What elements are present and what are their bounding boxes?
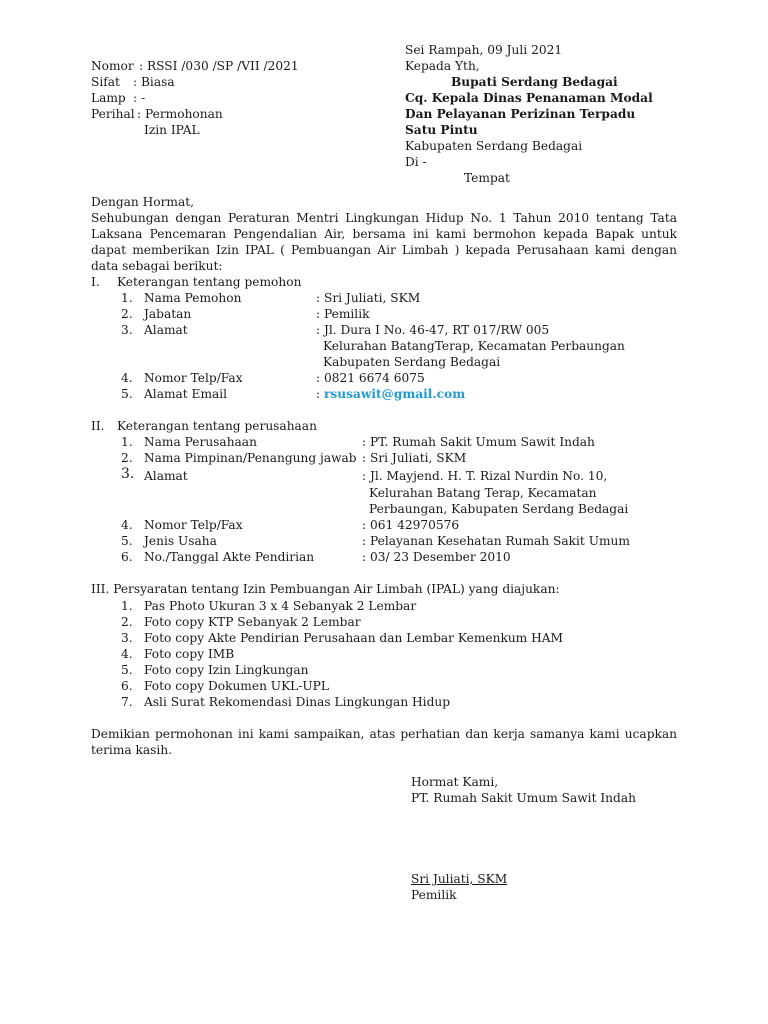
recipient-dinas-line3: Satu Pintu: [405, 123, 478, 137]
section3-title: III. Persyaratan tentang Izin Pembuangan Air Limbah (IPAL) yang diajukan:: [91, 582, 560, 596]
s2-alamat-line3: Perbaungan, Kabupaten Serdang Bedagai: [369, 502, 629, 516]
s3-item-text: Foto copy IMB: [144, 647, 235, 661]
s1-item-value: : Sri Juliati, SKM: [316, 291, 421, 305]
s2-item-value: : PT. Rumah Sakit Umum Sawit Indah: [362, 435, 595, 449]
s1-item-label: Jabatan: [144, 307, 192, 321]
s2-item-num: 3.: [121, 466, 135, 482]
s2-item-num: 4.: [121, 518, 133, 532]
s3-item-text: Asli Surat Rekomendasi Dinas Lingkungan Hidup: [144, 695, 451, 709]
s2-item-label: Nomor Telp/Fax: [144, 518, 243, 532]
s2-item-label: No./Tanggal Akte Pendirian: [144, 550, 315, 564]
s2-item-value: : Jl. Mayjend. H. T. Rizal Nurdin No. 10,: [362, 469, 608, 483]
s2-item-value: : 03/ 23 Desember 2010: [362, 550, 511, 564]
s1-item-label: Alamat Email: [144, 387, 228, 401]
s3-item-text: Pas Photo Ukuran 3 x 4 Sebanyak 2 Lembar: [144, 599, 417, 613]
email-link[interactable]: rsusawit@gmail.com: [324, 387, 466, 401]
lamp-label: Lamp: [91, 91, 126, 105]
s1-item-num: 4.: [121, 371, 133, 385]
signatory-title: Pemilik: [411, 888, 457, 902]
recipient-bupati: Bupati Serdang Bedagai: [451, 75, 618, 89]
perihal-value: : Permohonan: [137, 107, 223, 121]
lamp-value: : -: [133, 91, 146, 105]
section2-number: II.: [91, 419, 105, 433]
s3-item-num: 2.: [121, 615, 133, 629]
salutation: Dengan Hormat,: [91, 195, 195, 209]
s1-alamat-line3: Kabupaten Serdang Bedagai: [323, 355, 501, 369]
s2-item-value: : Sri Juliati, SKM: [362, 451, 467, 465]
s1-alamat-line2: Kelurahan BatangTerap, Kecamatan Perbaungan: [323, 339, 625, 353]
s1-item-value: : Pemilik: [316, 307, 370, 321]
s2-item-num: 1.: [121, 435, 133, 449]
s3-item-num: 6.: [121, 679, 133, 693]
s2-item-label: Nama Perusahaan: [144, 435, 257, 449]
recipient-greeting: Kepada Yth,: [405, 59, 480, 73]
signatory-name: Sri Juliati, SKM: [411, 872, 508, 886]
s2-item-label: Nama Pimpinan/Penangung jawab: [144, 451, 357, 465]
recipient-kabupaten: Kabupaten Serdang Bedagai: [405, 139, 583, 153]
perihal-value-line2: Izin IPAL: [144, 123, 200, 137]
s2-item-label: Alamat: [144, 469, 188, 483]
s2-item-num: 2.: [121, 451, 133, 465]
recipient-dinas-line1: Cq. Kepala Dinas Penanaman Modal: [405, 91, 653, 105]
s3-item-num: 3.: [121, 631, 133, 645]
recipient-tempat: Tempat: [464, 171, 510, 185]
s1-item-value: : 0821 6674 6075: [316, 371, 425, 385]
s1-item-label: Alamat: [144, 323, 188, 337]
s3-item-text: Foto copy KTP Sebanyak 2 Lembar: [144, 615, 361, 629]
s1-item-num: 2.: [121, 307, 133, 321]
s2-item-label: Jenis Usaha: [144, 534, 217, 548]
s1-item-label: Nomor Telp/Fax: [144, 371, 243, 385]
s1-item-num: 3.: [121, 323, 133, 337]
intro-paragraph: Sehubungan dengan Peraturan Mentri Lingkungan Hidup No. 1 Tahun 2010 tentang Tata Laksana Pencemaran Pengendalian Air, bersama ini kami bermohon kepada Bapak untuk dapat memberikan Izin IPAL ( Pembuangan Air Limbah ) kepada Perusahaan kami dengan data sebagai berikut:: [91, 211, 677, 273]
letter-date: Sei Rampah, 09 Juli 2021: [405, 43, 563, 57]
s1-item-num: 1.: [121, 291, 133, 305]
s2-item-value: : Pelayanan Kesehatan Rumah Sakit Umum: [362, 534, 630, 548]
section1-title: Keterangan tentang pemohon: [117, 275, 302, 289]
nomor-value: : RSSI /030 /SP /VII /2021: [139, 59, 299, 73]
sifat-label: Sifat: [91, 75, 120, 89]
s3-item-num: 4.: [121, 647, 133, 661]
s3-item-text: Foto copy Akte Pendirian Perusahaan dan Lembar Kemenkum HAM: [144, 631, 564, 645]
s2-item-num: 5.: [121, 534, 133, 548]
s3-item-text: Foto copy Dokumen UKL-UPL: [144, 679, 329, 693]
s1-item-value: :: [316, 387, 321, 401]
section1-number: I.: [91, 275, 100, 289]
recipient-di: Di -: [405, 155, 427, 169]
signature-hormat: Hormat Kami,: [411, 775, 499, 789]
s2-item-value: : 061 42970576: [362, 518, 460, 532]
recipient-dinas-line2: Dan Pelayanan Perizinan Terpadu: [405, 107, 636, 121]
nomor-label: Nomor: [91, 59, 134, 73]
s1-item-num: 5.: [121, 387, 133, 401]
closing-paragraph: Demikian permohonan ini kami sampaikan, atas perhatian dan kerja samanya kami ucapkan terima kasih.: [91, 727, 677, 757]
s3-item-text: Foto copy Izin Lingkungan: [144, 663, 309, 677]
sifat-value: : Biasa: [133, 75, 175, 89]
perihal-label: Perihal: [91, 107, 135, 121]
s1-item-label: Nama Pemohon: [144, 291, 242, 305]
section2-title: Keterangan tentang perusahaan: [117, 419, 317, 433]
s1-item-value: : Jl. Dura I No. 46-47, RT 017/RW 005: [316, 323, 550, 337]
s2-item-num: 6.: [121, 550, 133, 564]
s3-item-num: 5.: [121, 663, 133, 677]
s3-item-num: 1.: [121, 599, 133, 613]
s3-item-num: 7.: [121, 695, 133, 709]
s2-alamat-line2: Kelurahan Batang Terap, Kecamatan: [369, 486, 597, 500]
signature-company: PT. Rumah Sakit Umum Sawit Indah: [411, 791, 636, 805]
